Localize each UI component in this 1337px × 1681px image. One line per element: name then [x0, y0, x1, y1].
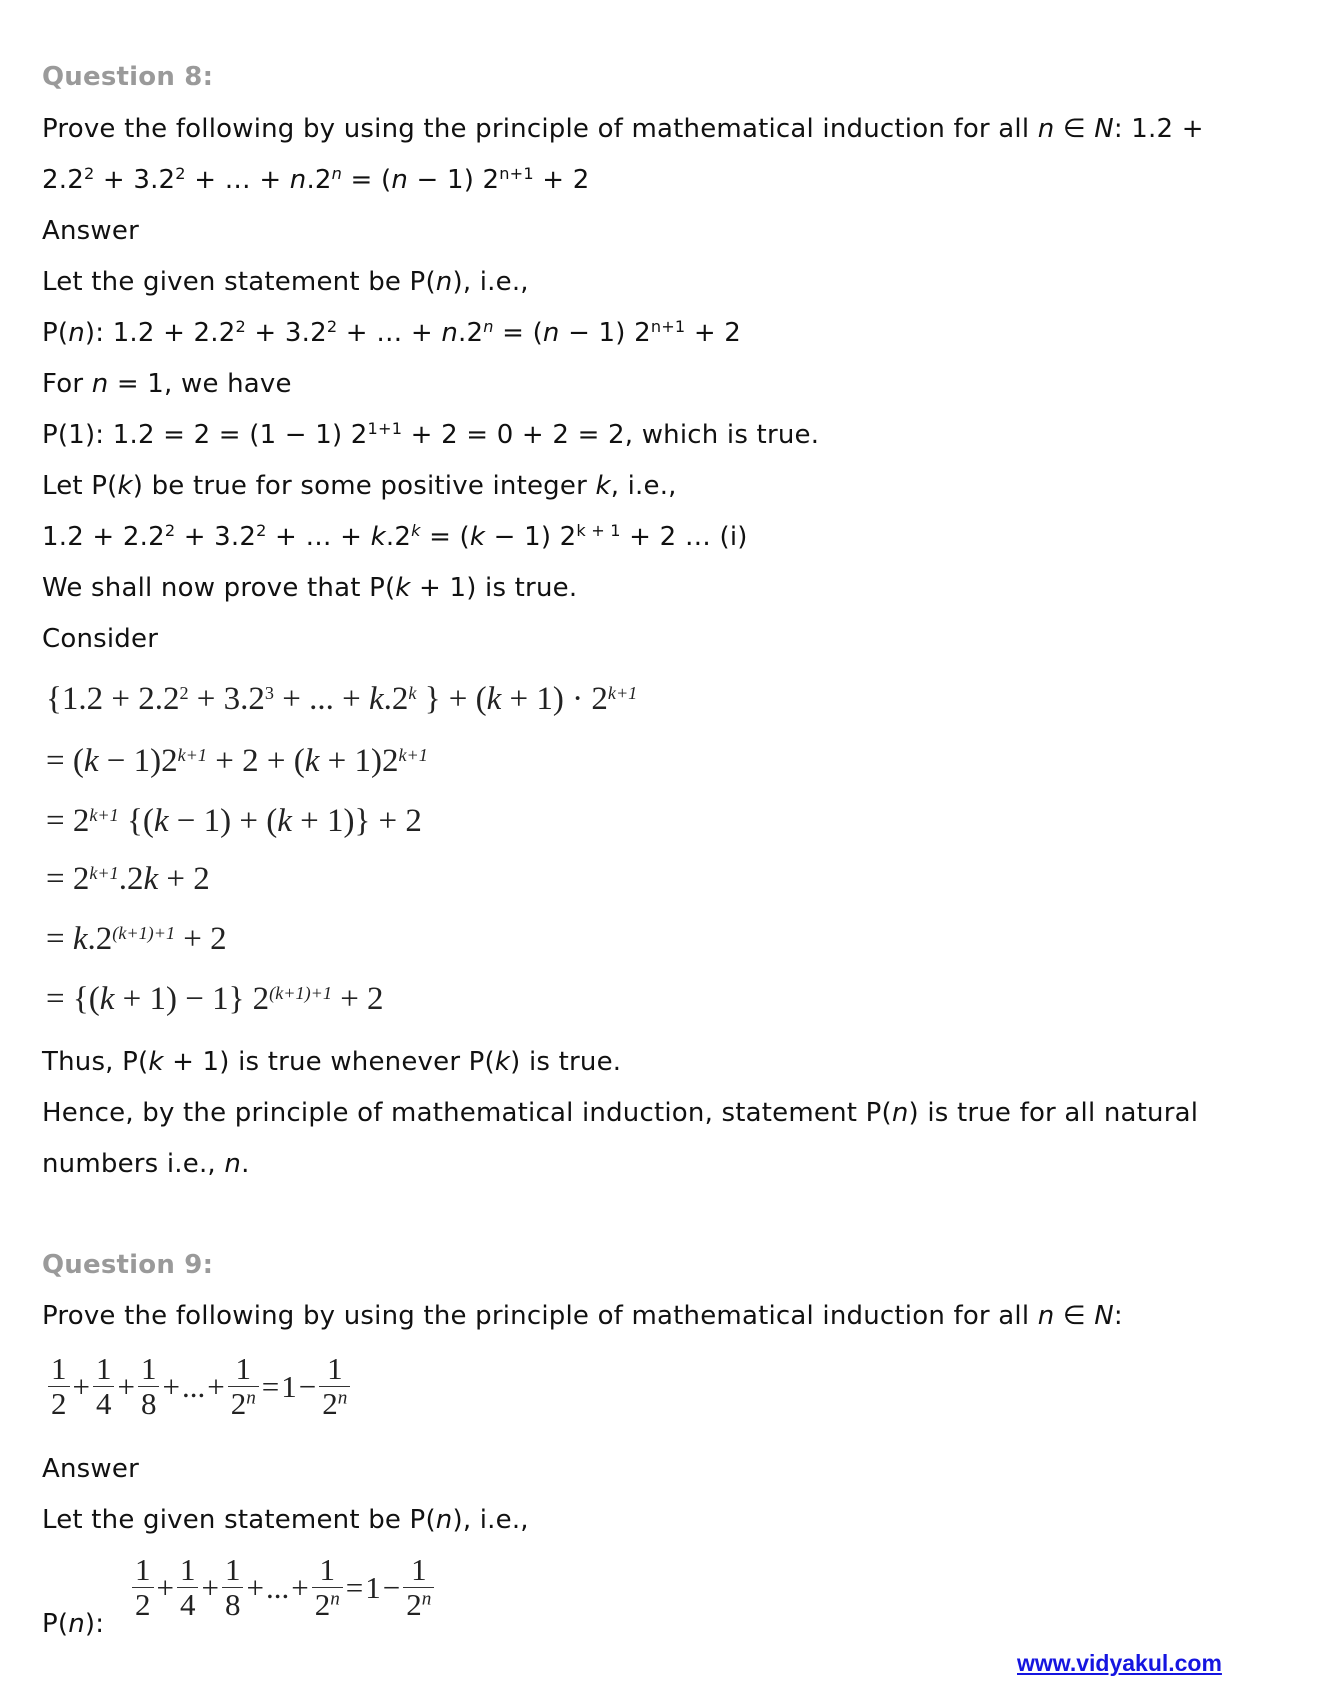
- text-segment: + … +: [337, 318, 442, 348]
- text-segment: 2: [51, 1386, 67, 1421]
- superscript: n+1: [650, 317, 686, 337]
- text-segment: + … +: [185, 165, 290, 195]
- math-variable: n: [246, 1387, 256, 1409]
- math-variable: n: [542, 318, 560, 348]
- math-variable: k: [411, 521, 421, 541]
- text-segment: 1: [222, 1553, 244, 1588]
- text-segment: − 1) + (: [168, 803, 278, 839]
- math-variable: k: [83, 743, 99, 779]
- text-segment: + 2 = 0 + 2 = 2, which is true.: [402, 420, 820, 450]
- math-variable: n: [289, 165, 307, 195]
- text-segment: − 1) 2: [408, 165, 500, 195]
- text-segment: = 2: [46, 861, 90, 897]
- base-case-intro: [42, 367, 292, 401]
- question-9-pn-label: [42, 1607, 104, 1641]
- inductive-hypothesis-intro: [42, 469, 677, 503]
- text-segment: + ... +: [273, 681, 369, 717]
- question-9-prompt: [42, 1299, 1123, 1333]
- text-segment: numbers i.e.,: [42, 1149, 225, 1179]
- text-segment: + 2: [175, 921, 227, 957]
- consider-label: Consider: [42, 624, 159, 654]
- fraction-1-2n: [228, 1352, 259, 1421]
- math-step-3: [46, 799, 422, 843]
- text-segment: + 2: [533, 165, 590, 195]
- math-variable: n: [224, 1149, 242, 1179]
- superscript: [422, 1588, 432, 1609]
- text-segment: ∈: [1054, 1301, 1095, 1331]
- question-9-let-statement: [42, 1503, 529, 1537]
- math-variable: n: [68, 1609, 85, 1639]
- text-segment: 1: [48, 1352, 70, 1387]
- text-segment: Prove the following by using the principle of mathematical induction for all: [42, 1301, 1038, 1331]
- conclusion-hence-line-2: [42, 1147, 250, 1181]
- question-9-equation: [46, 1352, 352, 1421]
- conclusion-hence-line-1: [42, 1096, 1198, 1130]
- text-segment: 1: [312, 1553, 343, 1588]
- text-segment: .2: [385, 522, 412, 552]
- text-segment: =: [46, 921, 73, 957]
- text-segment: + 2: [158, 861, 210, 897]
- math-variable: k: [117, 471, 133, 501]
- question-8-prompt-line-2: [42, 163, 590, 197]
- question-9-answer-label: Answer: [42, 1454, 139, 1484]
- math-variable: n: [483, 317, 494, 337]
- math-variable: k+1: [89, 805, 119, 826]
- math-variable: n: [337, 1387, 348, 1409]
- math-step-2: [46, 739, 428, 783]
- text-segment: +: [72, 1368, 90, 1404]
- math-variable: n: [391, 165, 409, 195]
- text-segment: Thus, P(: [42, 1047, 149, 1077]
- text-segment: 4: [95, 1386, 112, 1421]
- text-segment: + 2 + (: [207, 743, 305, 779]
- superscript: 2: [179, 683, 189, 704]
- superscript: [269, 983, 332, 1003]
- math-variable: n: [331, 164, 343, 184]
- text-segment: −: [382, 1569, 401, 1605]
- text-segment: + 3.2: [188, 681, 265, 717]
- text-segment: 1.2 + 2.2: [42, 522, 165, 552]
- conclusion-thus: [42, 1045, 621, 1079]
- superscript: 2: [83, 164, 95, 184]
- text-segment: = (: [342, 165, 392, 195]
- text-segment: =: [261, 1368, 280, 1404]
- text-segment: − 1)2: [98, 743, 178, 779]
- question-9-heading: Question 9:: [42, 1250, 214, 1280]
- text-segment: + 2 … (i): [620, 522, 748, 552]
- superscript: 2: [175, 164, 186, 184]
- inductive-step-intro: [42, 571, 577, 605]
- superscript: [483, 317, 493, 336]
- superscript: [178, 745, 207, 765]
- math-variable: k: [408, 683, 417, 704]
- math-variable: k+1: [398, 745, 428, 766]
- superscript: 2: [256, 521, 267, 541]
- text-segment: ...: [181, 1368, 206, 1404]
- text-segment: 2: [230, 1386, 247, 1421]
- math-variable: n: [441, 318, 459, 348]
- question-9-pn-equation: [130, 1553, 436, 1622]
- fraction-1-2n-rhs: [319, 1352, 350, 1421]
- text-segment: 8: [140, 1386, 157, 1421]
- superscript: [89, 805, 118, 825]
- superscript: [332, 164, 342, 183]
- superscript: [338, 1387, 348, 1408]
- text-segment: Let P(: [42, 471, 118, 501]
- text-segment: [312, 1588, 343, 1622]
- text-segment: + 1)2: [319, 743, 399, 779]
- superscript: [89, 863, 118, 883]
- text-segment: .2: [458, 318, 484, 348]
- text-segment: = {(: [46, 981, 100, 1017]
- element-of-symbol: ∈: [1054, 114, 1095, 144]
- math-variable: (k+1)+1: [112, 923, 176, 944]
- text-segment: = (: [46, 743, 84, 779]
- text-segment: 1: [177, 1553, 199, 1588]
- math-step-1: [46, 677, 637, 721]
- text-segment: {(: [118, 803, 154, 839]
- math-variable: n: [330, 1588, 340, 1610]
- prompt-text: Prove the following by using the principle of mathematical induction for all: [42, 114, 1038, 144]
- text-segment: 2: [314, 1587, 331, 1622]
- superscript: 3: [264, 683, 274, 704]
- text-segment: 2.2: [42, 165, 84, 195]
- text-segment: ), i.e.,: [452, 1505, 529, 1535]
- text-segment: [228, 1387, 259, 1421]
- text-segment: = 1, we have: [108, 369, 292, 399]
- math-variable: k: [368, 681, 384, 717]
- superscript: [112, 923, 175, 943]
- math-variable: k+1: [607, 683, 638, 704]
- text-segment: + 1) is true whenever P(: [163, 1047, 495, 1077]
- text-segment: − 1) 2: [559, 318, 651, 348]
- fraction-1-2n: [312, 1553, 343, 1622]
- text-segment: =: [345, 1569, 364, 1605]
- text-segment: + 2: [331, 981, 384, 1017]
- math-variable: n: [435, 267, 453, 297]
- text-segment: ) is true for all natural: [908, 1098, 1199, 1128]
- text-segment: We shall now prove that P(: [42, 573, 396, 603]
- superscript: n+1: [499, 164, 534, 184]
- set-n: N: [1094, 114, 1114, 144]
- text-segment: +: [201, 1569, 219, 1605]
- text-segment: P(: [42, 318, 69, 348]
- question-8-heading: Question 8:: [42, 62, 214, 92]
- text-segment: +: [117, 1368, 135, 1404]
- text-segment: +: [156, 1569, 174, 1605]
- math-variable: k: [486, 681, 502, 717]
- text-segment: + 2: [685, 318, 742, 348]
- text-segment: 2: [406, 1587, 422, 1622]
- text-segment: +: [162, 1368, 180, 1404]
- math-variable: n: [421, 1588, 432, 1610]
- fraction-1-8: [138, 1352, 160, 1421]
- superscript: [608, 683, 637, 703]
- text-segment: 1: [93, 1352, 115, 1387]
- math-variable: k: [277, 803, 292, 839]
- text-segment: −: [298, 1368, 317, 1404]
- pn-definition-line: [42, 316, 741, 350]
- text-segment: ) is true.: [510, 1047, 622, 1077]
- math-variable: k: [153, 803, 169, 839]
- var-n: n: [1037, 114, 1055, 144]
- text-segment: .2: [118, 861, 144, 897]
- answer-label: Answer: [42, 216, 139, 246]
- text-segment: ), i.e.,: [452, 267, 529, 297]
- text-segment: ):: [84, 1609, 105, 1639]
- text-segment: +: [246, 1569, 264, 1605]
- text-segment: 2: [135, 1587, 151, 1622]
- math-variable: k: [370, 522, 386, 552]
- text-segment: + 3.2: [245, 318, 327, 348]
- math-step-6: [46, 977, 384, 1021]
- text-segment: = 2: [46, 803, 90, 839]
- text-segment: 8: [224, 1587, 241, 1622]
- question-8-prompt-line-1: [42, 112, 1204, 146]
- fraction-1-8: [222, 1553, 244, 1622]
- math-variable: k: [494, 1047, 511, 1077]
- watermark-link[interactable]: www.vidyakul.com: [1017, 1650, 1222, 1676]
- text-segment: :: [1113, 1301, 1123, 1331]
- text-segment: } + (: [416, 681, 487, 717]
- math-variable: (k+1)+1: [269, 983, 332, 1004]
- math-variable: k: [595, 471, 611, 501]
- text-segment: + 1) is true.: [410, 573, 578, 603]
- text-segment: 2: [322, 1386, 338, 1421]
- text-segment: {1.2 + 2.2: [46, 681, 180, 717]
- fraction-1-2: [48, 1352, 70, 1421]
- text-segment: + 1) · 2: [501, 681, 608, 717]
- text-segment: 4: [179, 1587, 196, 1622]
- superscript: 2: [164, 521, 176, 541]
- text-segment: ) be true for some positive integer: [132, 471, 596, 501]
- superscript: 2: [235, 317, 246, 337]
- text-segment: [319, 1387, 350, 1421]
- text-segment: 1: [365, 1569, 381, 1605]
- math-variable: n: [435, 1505, 453, 1535]
- math-variable: n: [91, 369, 109, 399]
- base-case-line: [42, 418, 819, 452]
- math-variable: n: [1037, 1301, 1055, 1331]
- let-statement-line: [42, 265, 529, 299]
- superscript: [330, 1588, 340, 1609]
- text-segment: .: [241, 1149, 250, 1179]
- fraction-1-4: [93, 1352, 115, 1421]
- superscript: [398, 745, 427, 765]
- math-variable: k: [143, 861, 159, 897]
- superscript: [246, 1387, 256, 1408]
- text-segment: 1: [228, 1352, 259, 1387]
- text-segment: Let the given statement be P(: [42, 1505, 436, 1535]
- text-segment: + … +: [266, 522, 371, 552]
- math-variable: k: [395, 573, 411, 603]
- text-segment: .2: [383, 681, 409, 717]
- text-segment: = (: [493, 318, 543, 348]
- text-segment: − 1) 2: [485, 522, 577, 552]
- text-segment: 1: [138, 1352, 160, 1387]
- fraction-1-2: [132, 1553, 154, 1622]
- math-variable: N: [1094, 1301, 1114, 1331]
- text-segment: , i.e.,: [610, 471, 677, 501]
- text-segment: + 1)} + 2: [291, 803, 422, 839]
- text-segment: 1: [319, 1352, 350, 1387]
- math-variable: k: [469, 522, 486, 552]
- text-segment: + 1) − 1} 2: [114, 981, 270, 1017]
- text-segment: Hence, by the principle of mathematical induction, statement P(: [42, 1098, 892, 1128]
- math-variable: k: [148, 1047, 164, 1077]
- text-segment: 1: [281, 1368, 297, 1404]
- text-segment: ...: [265, 1569, 290, 1605]
- text-segment: P(1): 1.2 = 2 = (1 − 1) 2: [42, 420, 368, 450]
- math-step-5: [46, 917, 227, 961]
- text-segment: +: [207, 1368, 225, 1404]
- math-variable: k: [304, 743, 320, 779]
- math-step-4: [46, 857, 210, 901]
- math-variable: k: [99, 981, 115, 1017]
- math-variable: k: [72, 921, 88, 957]
- superscript: k + 1: [576, 521, 621, 541]
- text-segment: + 3.2: [175, 522, 257, 552]
- inductive-hypothesis-equation: [42, 520, 748, 554]
- text-segment: = (: [420, 522, 470, 552]
- text-segment: .2: [87, 921, 113, 957]
- text-segment: .2: [306, 165, 332, 195]
- math-variable: n: [68, 318, 85, 348]
- text-segment: P(: [42, 1609, 69, 1639]
- superscript: 2: [326, 317, 338, 337]
- text-segment: ): 1.2 + 2.2: [84, 318, 236, 348]
- text-segment: +: [291, 1569, 309, 1605]
- math-variable: k+1: [89, 863, 119, 884]
- text-segment: 1: [132, 1553, 154, 1588]
- text-segment: For: [42, 369, 92, 399]
- math-variable: n: [891, 1098, 909, 1128]
- superscript: 1+1: [367, 419, 403, 439]
- text-segment: + 3.2: [94, 165, 176, 195]
- fraction-1-2n-rhs: [403, 1553, 434, 1622]
- superscript: [411, 521, 421, 540]
- text-segment: Let the given statement be P(: [42, 267, 436, 297]
- text-segment: 1: [403, 1553, 434, 1588]
- prompt-tail: : 1.2 +: [1113, 114, 1204, 144]
- text-segment: [403, 1588, 434, 1622]
- fraction-1-4: [177, 1553, 199, 1622]
- math-variable: k+1: [177, 745, 207, 766]
